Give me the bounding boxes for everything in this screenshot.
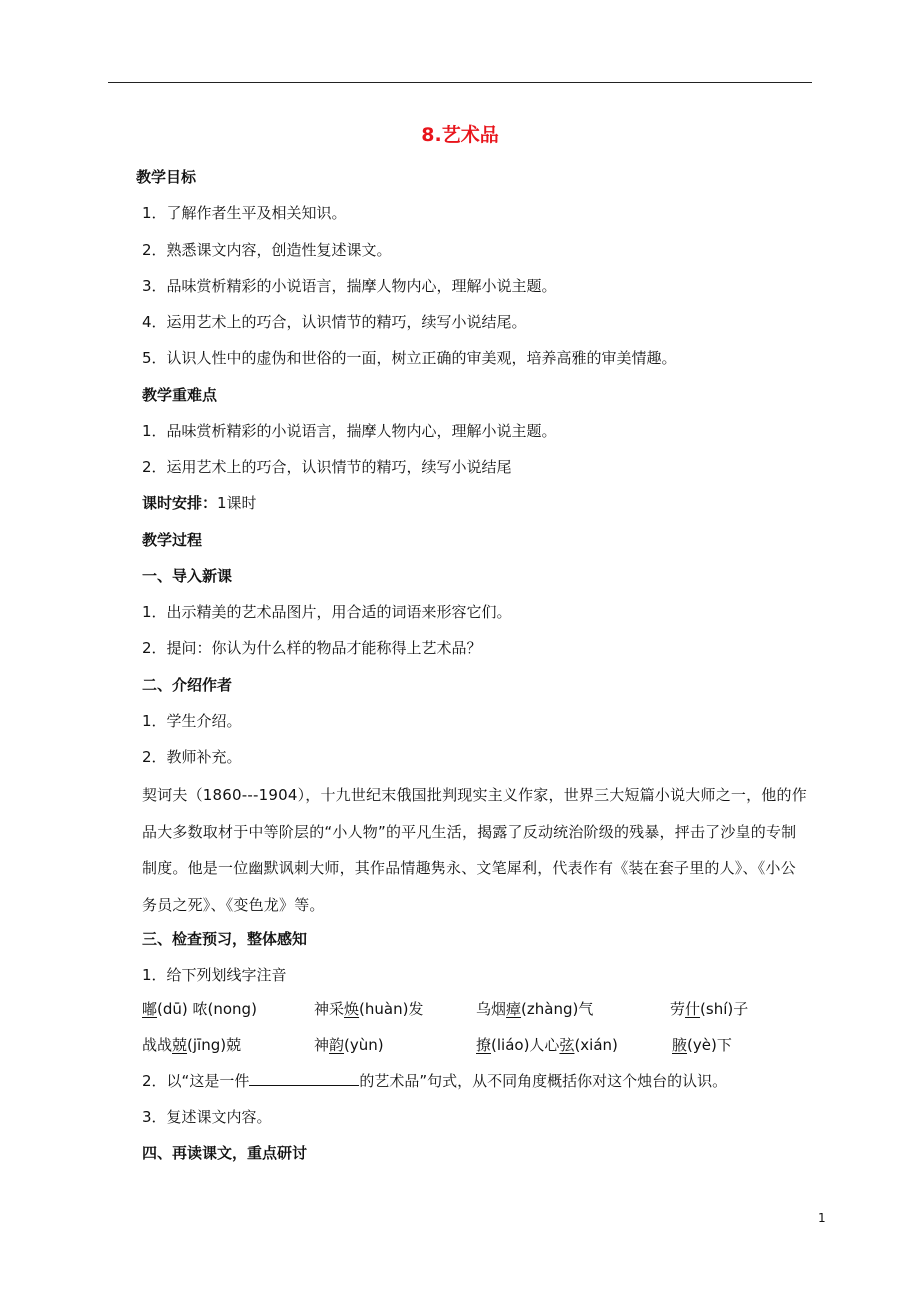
goal-item: 2．熟悉课文内容，创造性复述课文。 — [142, 241, 392, 259]
goals-heading: 教学目标 — [136, 168, 197, 186]
schedule — [142, 492, 257, 514]
schedule-value: 1课时 — [217, 494, 257, 512]
key-point-item: 1．品味赏析精彩的小说语言，揣摩人物内心，理解小说主题。 — [142, 422, 557, 440]
pinyin-item: 撩(liáo)人心弦(xián) — [476, 1036, 618, 1054]
header-rule — [108, 82, 812, 83]
section-heading: 二、介绍作者 — [142, 676, 233, 694]
author-paragraph-text: 契诃夫（1860---1904），十九世纪末俄国批判现实主义作家，世界三大短篇小说大师之一，他的作品大多数取材于中等阶层的“小人物”的平凡生活，揭露了反动统治阶级的残暴，抨击了沙皇的专制制度。他是一位幽默讽刺大师，其作品情趣隽永、文笔犀利，代表作有《装在套子里的人》、《小公务员之死》、《变色龙》等。 — [142, 786, 807, 914]
question-1: 1．给下列划线字注音 — [142, 966, 287, 984]
process-item: 2．教师补充。 — [142, 748, 242, 766]
pinyin-item: 乌烟瘴(zhàng)气 — [476, 1000, 594, 1018]
process-item: 1．学生介绍。 — [142, 712, 242, 730]
section-heading: 一、导入新课 — [142, 567, 233, 585]
author-paragraph — [142, 777, 808, 923]
process-heading: 教学过程 — [142, 531, 203, 549]
question-3: 3．复述课文内容。 — [142, 1108, 272, 1126]
pinyin-item: 战战兢(jīng)兢 — [142, 1036, 242, 1054]
goal-item: 5．认识人性中的虚伪和世俗的一面，树立正确的审美观，培养高雅的审美情趣。 — [142, 349, 677, 367]
goal-item: 4．运用艺术上的巧合，认识情节的精巧，续写小说结尾。 — [142, 313, 527, 331]
section-heading: 三、检查预习，整体感知 — [142, 930, 308, 948]
section-heading: 四、再读课文，重点研讨 — [142, 1144, 308, 1162]
process-item: 1．出示精美的艺术品图片，用合适的词语来形容它们。 — [142, 603, 512, 621]
pinyin-item: 腋(yè)下 — [672, 1036, 732, 1054]
key-points-heading: 教学重难点 — [142, 386, 218, 404]
schedule-label: 课时安排： — [142, 494, 218, 512]
goal-item: 3．品味赏析精彩的小说语言，揣摩人物内心，理解小说主题。 — [142, 277, 557, 295]
pinyin-item: 嘟(dū) 哝(nong) — [142, 1000, 257, 1018]
page-number: 1 — [818, 1211, 826, 1225]
doc-title: 8.艺术品 — [421, 124, 499, 146]
goal-item: 1．了解作者生平及相关知识。 — [142, 204, 347, 222]
question-2: 2．以“这是一件 的艺术品”句式，从不同角度概括你对这个烛台的认识。 — [142, 1072, 728, 1090]
pinyin-item: 神采焕(huàn)发 — [314, 1000, 424, 1018]
process-item: 2．提问：你认为什么样的物品才能称得上艺术品？ — [142, 639, 482, 657]
answer-blank — [249, 1071, 359, 1086]
key-point-item: 2．运用艺术上的巧合，认识情节的精巧，续写小说结尾 — [142, 458, 512, 476]
pinyin-item: 劳什(shí)子 — [670, 1000, 749, 1018]
pinyin-item: 神韵(yùn) — [314, 1036, 384, 1054]
